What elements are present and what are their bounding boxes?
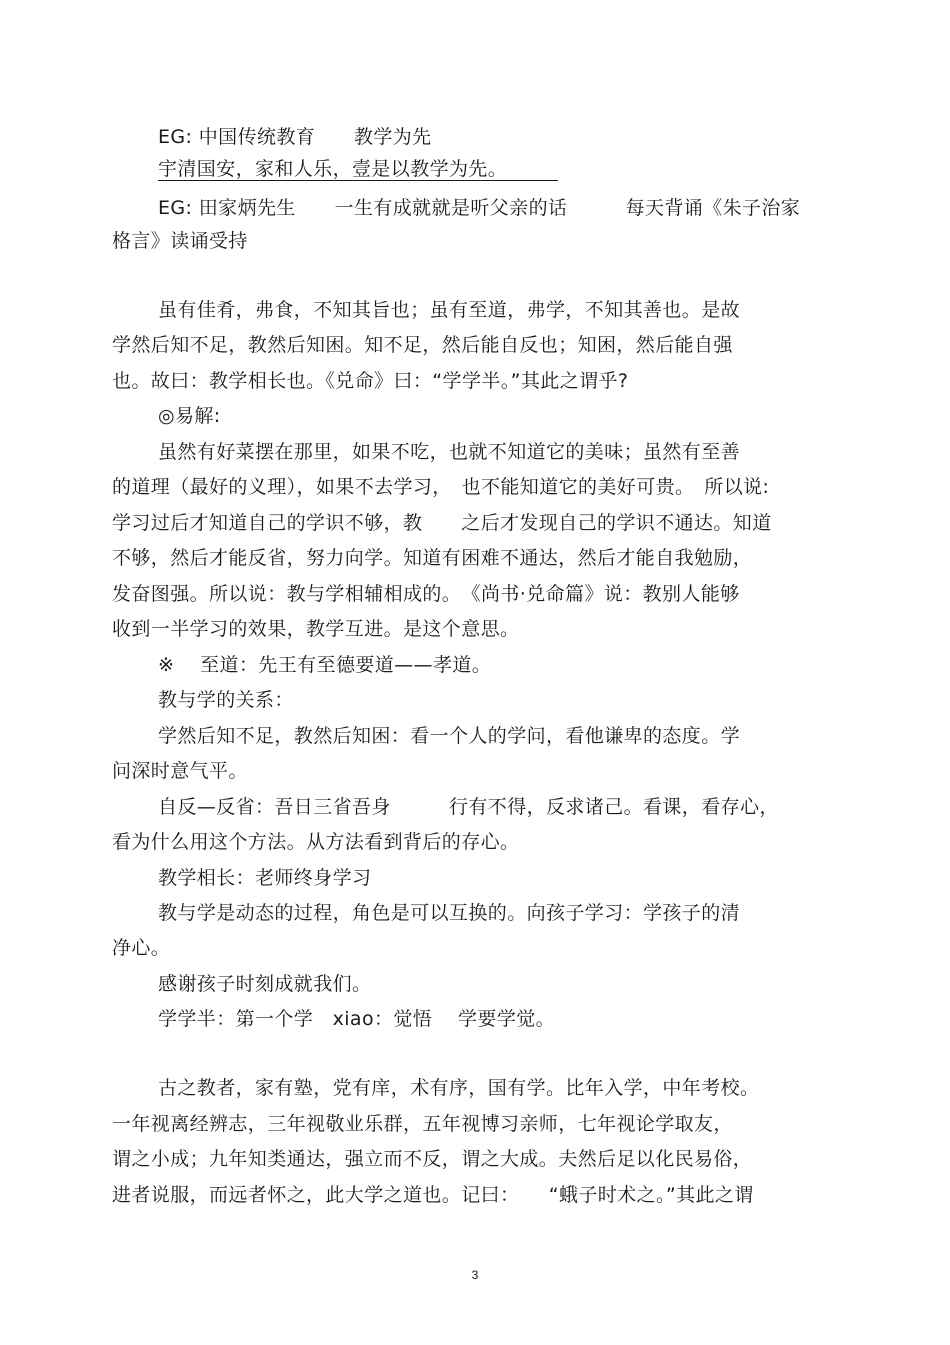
text-line-23: 净心。 xyxy=(112,937,171,959)
text-line-4: 格言》读诵受持 xyxy=(112,230,248,252)
text-line-8: ◎易解: xyxy=(158,405,221,427)
text-line-22: 教与学是动态的过程，角色是可以互换的。向孩子学习：学孩子的清 xyxy=(158,902,741,924)
text-line-13: 发奋图强。所以说：教与学相辅相成的。 《尚书·兑命篇》说：教别人能够 xyxy=(112,583,740,605)
text-line-1: EG: 中国传统教育 教学为先 xyxy=(158,126,432,148)
page-number: 3 xyxy=(471,1268,479,1282)
text-line-2: 宇清国安，家和人乐，壹是以教学为先。 xyxy=(158,158,508,180)
text-line-14: 收到一半学习的效果，教学互进。是这个意思。 xyxy=(112,618,520,640)
text-line-28: 谓之小成；九年知类通达，强立而不反，谓之大成。夫然后足以化民易俗， xyxy=(112,1148,753,1170)
text-line-12: 不够，然后才能反省，努力向学。知道有困难不通达，然后才能自我勉励， xyxy=(112,547,753,569)
text-line-20: 看为什么用这个方法。从方法看到背后的存心。 xyxy=(112,831,520,853)
text-line-19: 自反—反省：吾日三省吾身 行有不得，反求诸己。看课，看存心， xyxy=(158,796,779,818)
text-line-18: 问深时意气平。 xyxy=(112,760,248,782)
text-line-15: ※ 至道：先王有至德要道——孝道。 xyxy=(158,654,492,676)
underline-rule xyxy=(158,180,558,181)
text-line-9: 虽然有好菜摆在那里，如果不吃，也就不知道它的美味；虽然有至善 xyxy=(158,441,741,463)
text-line-25: 学学半：第一个学 xiao：觉悟 学要学觉。 xyxy=(158,1008,556,1030)
text-line-5: 虽有佳肴，弗食，不知其旨也；虽有至道，弗学，不知其善也。是故 xyxy=(158,299,741,321)
text-line-26: 古之教者，家有塾，党有庠，术有序，国有学。比年入学，中年考校。 xyxy=(158,1077,760,1099)
text-line-29: 进者说服，而远者怀之，此大学之道也。记曰： “蛾子时术之。”其此之谓 xyxy=(112,1184,754,1206)
text-line-3: EG: 田家炳先生 一生有成就就是听父亲的话 每天背诵《朱子治家 xyxy=(158,197,801,219)
text-line-16: 教与学的关系： xyxy=(158,689,294,711)
text-line-10: 的道理（最好的义理），如果不去学习， 也不能知道它的美好可贵。 所以说: xyxy=(112,476,770,498)
text-line-27: 一年视离经辨志，三年视敬业乐群，五年视博习亲师，七年视论学取友， xyxy=(112,1113,733,1135)
text-line-17: 学然后知不足，教然后知困：看一个人的学问，看他谦卑的态度。学 xyxy=(158,725,741,747)
text-line-6: 学然后知不足，教然后知困。知不足，然后能自反也；知困，然后能自强 xyxy=(112,334,733,356)
text-line-7: 也。故曰：教学相长也。《兑命》曰：“学学半。”其此之谓乎? xyxy=(112,370,629,392)
text-line-24: 感谢孩子时刻成就我们。 xyxy=(158,973,372,995)
text-line-21: 教学相长：老师终身学习 xyxy=(158,867,372,889)
text-line-11: 学习过后才知道自己的学识不够，教 之后才发现自己的学识不通达。知道 xyxy=(112,512,772,534)
